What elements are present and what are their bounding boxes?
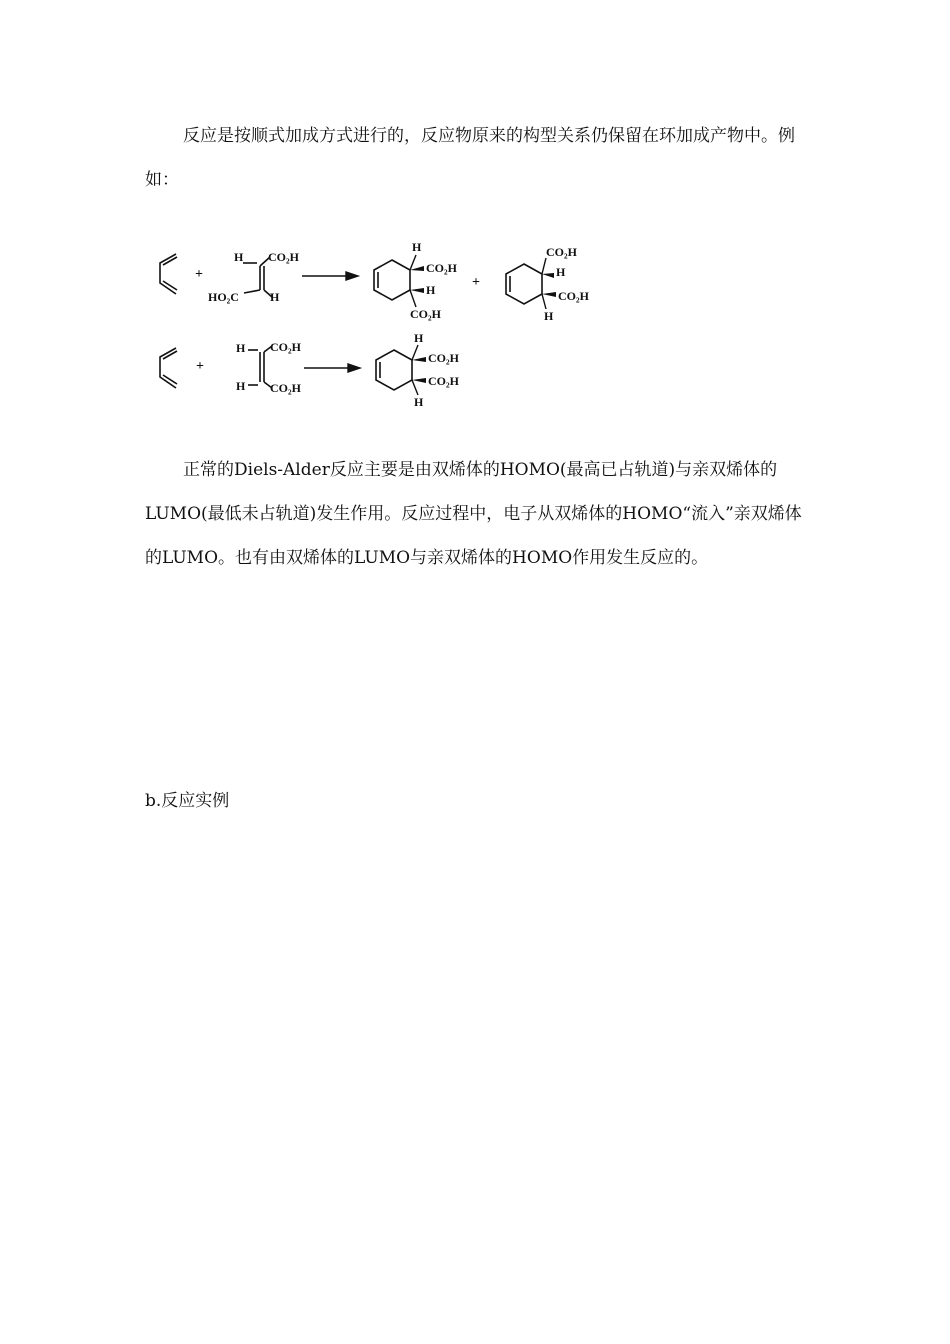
atom-label-h: H <box>236 379 246 393</box>
reaction-scheme-cis-drawing <box>140 330 620 412</box>
cyclohexene-cis-product <box>376 350 412 390</box>
atom-label-h: H <box>544 309 554 323</box>
atom-label-co2h: CO₂H <box>558 289 589 303</box>
atom-label-h: H <box>426 283 436 297</box>
atom-label-co2h: CO₂H <box>270 340 301 354</box>
reaction-scheme-cis <box>140 330 620 412</box>
atom-label-co2h: CO₂H <box>268 250 299 264</box>
paragraph-homo-lumo <box>145 448 805 580</box>
maleic-acid-structure <box>248 346 272 388</box>
atom-label-h: H <box>236 341 246 355</box>
section-heading-b: b.反应实例 <box>145 791 230 811</box>
butadiene-structure <box>160 254 177 294</box>
plus-sign: + <box>196 359 204 374</box>
atom-label-co2h: CO₂H <box>410 307 441 321</box>
paragraph-cis-addition <box>145 114 805 202</box>
atom-label-h: H <box>412 240 422 254</box>
reaction-scheme-trans-drawing <box>140 236 620 328</box>
atom-label-h: H <box>414 395 424 409</box>
reaction-arrow <box>302 272 358 280</box>
cyclohexene-product-2 <box>506 264 542 304</box>
atom-label-ho2c: HO₂C <box>208 290 239 304</box>
atom-label-h: H <box>270 290 280 304</box>
atom-label-co2h: CO₂H <box>546 245 577 259</box>
plus-sign: + <box>472 275 480 290</box>
reaction-scheme-trans <box>140 236 620 328</box>
paragraph-text: 正常的Diels-Alder反应主要是由双烯体的HOMO(最高已占轨道)与亲双烯体的LUMO(最低未占轨道)发生作用。反应过程中，电子从双烯体的HOMO“流入”亲双烯体的LUMO。也有由双烯体的LUMO与亲双烯体的HOMO作用发生反应的。 <box>145 460 802 568</box>
atom-label-co2h: CO₂H <box>428 374 459 388</box>
cyclohexene-product-1 <box>374 260 410 300</box>
atom-label-co2h: CO₂H <box>428 351 459 365</box>
atom-label-h: H <box>234 250 244 264</box>
atom-label-co2h: CO₂H <box>426 261 457 275</box>
atom-label-co2h: CO₂H <box>270 381 301 395</box>
reaction-arrow <box>304 364 360 372</box>
paragraph-text: 反应是按顺式加成方式进行的，反应物原来的构型关系仍保留在环加成产物中。例如： <box>145 126 795 190</box>
plus-sign: + <box>195 267 203 282</box>
butadiene-structure <box>160 348 177 388</box>
atom-label-h: H <box>414 331 424 345</box>
atom-label-h: H <box>556 265 566 279</box>
